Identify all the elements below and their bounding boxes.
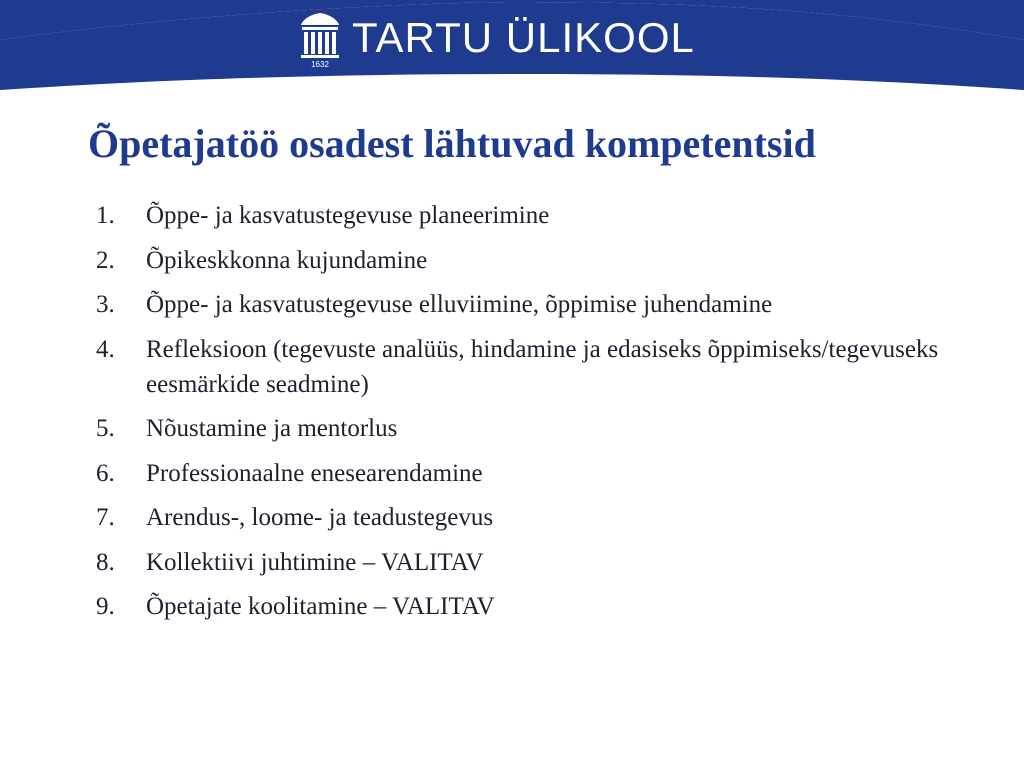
item-number: 3. bbox=[96, 291, 115, 318]
item-number: 2. bbox=[96, 246, 115, 274]
item-text: Õppe- ja kasvatustegevuse planeerimine bbox=[146, 202, 550, 229]
list-item bbox=[96, 589, 976, 624]
item-number: 4. bbox=[96, 335, 115, 363]
list-item bbox=[96, 545, 976, 580]
list-item bbox=[96, 411, 976, 446]
item-text: Professionaalne enesearendamine bbox=[146, 459, 483, 487]
item-number: 9. bbox=[96, 593, 115, 620]
logo-text: TARTU ÜLIKOOL bbox=[352, 14, 695, 61]
item-text: Õppe- ja kasvatustegevuse elluviimine, õppimise juhendamine bbox=[146, 291, 773, 318]
item-number: 6. bbox=[96, 459, 115, 487]
list-item bbox=[96, 287, 976, 322]
item-number: 8. bbox=[96, 548, 115, 576]
item-text: Refleksioon (tegevuste analüüs, hindamine ja edasiseks õppimiseks/tegevuseks eesmärkide seadmine) bbox=[146, 335, 939, 398]
university-logo bbox=[298, 10, 695, 70]
list-item bbox=[96, 500, 976, 535]
item-text: Õpetajate koolitamine – VALITAV bbox=[146, 593, 495, 620]
slide-title: Õpetajatöö osadest lähtuvad kompetentsid bbox=[88, 121, 816, 166]
competence-list bbox=[96, 198, 976, 634]
item-text: Nõustamine ja mentorlus bbox=[146, 415, 398, 442]
logo-year: 1632 bbox=[311, 60, 329, 69]
item-number: 7. bbox=[96, 504, 115, 531]
item-number: 1. bbox=[96, 202, 115, 229]
list-item bbox=[96, 198, 976, 233]
item-number: 5. bbox=[96, 415, 115, 442]
item-text: Kollektiivi juhtimine – VALITAV bbox=[146, 548, 484, 576]
item-text: Õpikeskkonna kujundamine bbox=[146, 246, 428, 274]
university-building-icon bbox=[298, 11, 342, 69]
list-item bbox=[96, 243, 976, 278]
item-text: Arendus-, loome- ja teadustegevus bbox=[146, 504, 494, 531]
list-item bbox=[96, 332, 976, 402]
list-item bbox=[96, 456, 976, 491]
